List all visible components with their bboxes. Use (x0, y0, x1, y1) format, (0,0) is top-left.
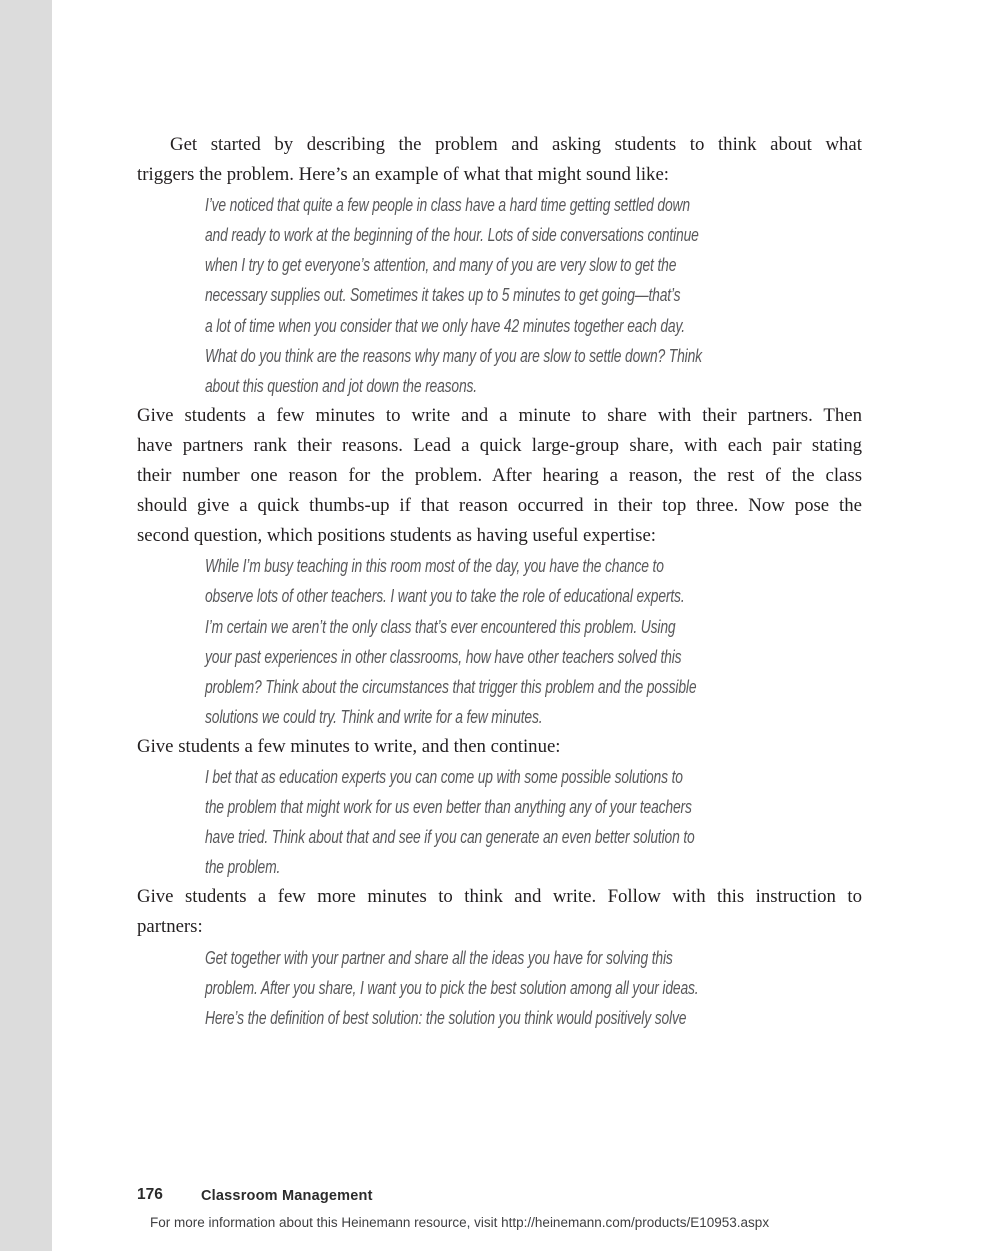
text-line: have tried. Think about that and see if you can generate an even better solution to (205, 827, 695, 848)
text-line: Here’s the definition of best solution: the solution you think would positively solve (205, 1007, 687, 1028)
teacher-script-quote (205, 190, 821, 401)
body-paragraph (137, 130, 862, 190)
body-paragraph (137, 882, 862, 942)
text-line: necessary supplies out. Sometimes it takes up to 5 minutes to get going—that’s (205, 285, 681, 306)
text-line: when I try to get everyone’s attention, and many of you are very slow to get the (205, 255, 677, 276)
text-line: have partners rank their reasons. Lead a quick large-group share, with each pair stating (137, 434, 862, 456)
body-paragraph (137, 401, 862, 551)
text-line: triggers the problem. Here’s an example of what that might sound like: (137, 164, 670, 186)
body-paragraph (137, 732, 862, 762)
text-line: Give students a few more minutes to think and write. Follow with this instruction to (137, 886, 862, 908)
text-line: the problem that might work for us even better than anything any of your teachers (205, 797, 692, 818)
text-line: the problem. (205, 857, 281, 878)
text-line: and ready to work at the beginning of the hour. Lots of side conversations continue (205, 225, 699, 246)
text-line: a lot of time when you consider that we only have 42 minutes together each day. (205, 315, 685, 336)
running-title: Classroom Management (201, 1188, 373, 1204)
text-line: problem. After you share, I want you to pick the best solution among all your ideas. (205, 977, 699, 998)
text-line: I bet that as education experts you can come up with some possible solutions to (205, 766, 683, 787)
text-line: your past experiences in other classrooms, how have other teachers solved this (205, 646, 682, 667)
teacher-script-quote (205, 762, 821, 882)
text-line: Get together with your partner and share all the ideas you have for solving this (205, 947, 673, 968)
text-line: Get started by describing the problem and asking students to think about what (170, 134, 862, 155)
text-line: about this question and jot down the reasons. (205, 375, 478, 396)
text-line: I’m certain we aren’t the only class that’s ever encountered this problem. Using (205, 616, 676, 637)
text-line: I’ve noticed that quite a few people in class have a hard time getting settled down (205, 195, 690, 216)
text-line: their number one reason for the problem. After hearing a reason, the rest of the class (137, 465, 862, 487)
teacher-script-quote (205, 551, 821, 732)
text-line: What do you think are the reasons why many of you are slow to settle down? Think (205, 345, 702, 366)
teacher-script-quote (205, 943, 821, 1033)
resource-info-line: For more information about this Heinemann resource, visit http://heinemann.com/products/E10953.aspx (150, 1215, 770, 1230)
text-line: While I’m busy teaching in this room most of the day, you have the chance to (205, 556, 664, 577)
text-line: should give a quick thumbs-up if that reason occurred in their top three. Now pose the (137, 495, 862, 517)
text-line: solutions we could try. Think and write for a few minutes. (205, 706, 543, 727)
page-content (137, 130, 862, 1033)
page-number: 176 (137, 1186, 163, 1203)
text-line: problem? Think about the circumstances that trigger this problem and the possible (205, 676, 697, 697)
text-line: observe lots of other teachers. I want you to take the role of educational experts. (205, 586, 685, 607)
text-line: Give students a few minutes to write, and then continue: (137, 735, 561, 757)
page-edge-sidebar (0, 0, 52, 1251)
text-line: Give students a few minutes to write and a minute to share with their partners. Then (137, 404, 862, 426)
text-line: second question, which positions students as having useful expertise: (137, 525, 657, 547)
text-line: partners: (137, 916, 203, 938)
